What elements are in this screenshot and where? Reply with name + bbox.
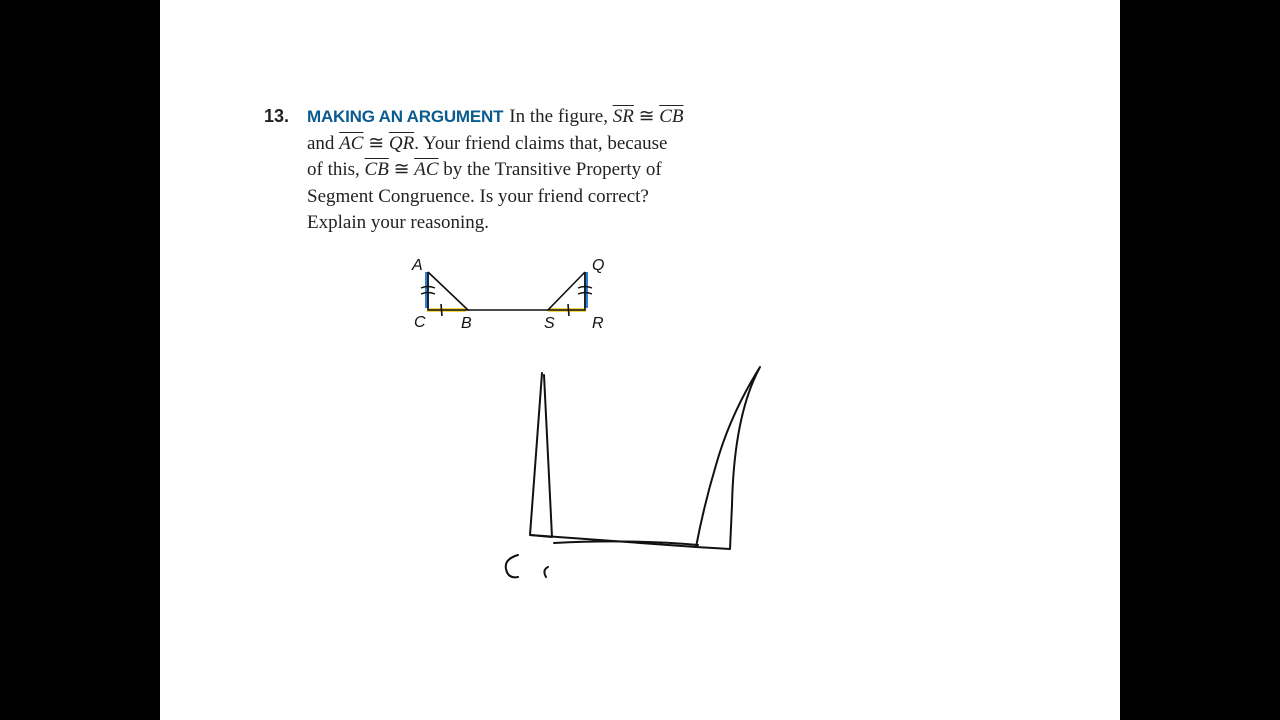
segment-cb: $\overline{CB}$ <box>659 106 684 127</box>
single-tick-cb <box>441 304 442 316</box>
segment-qr: $\overline{QR}$ <box>388 132 415 154</box>
single-tick-sr <box>568 304 569 316</box>
text-run: by the Transitive Property of <box>438 159 662 180</box>
triangle-figure <box>400 250 620 340</box>
sketch-base-line <box>554 541 698 545</box>
text-run: and <box>307 132 340 154</box>
left-triangle <box>428 272 468 310</box>
label-r: R <box>592 315 604 332</box>
exercise-number: 13. <box>264 106 290 126</box>
text-run: ≅ <box>363 132 389 154</box>
text-run: of this, <box>307 159 365 180</box>
label-b: B <box>461 315 472 332</box>
document-page <box>160 0 1120 720</box>
text-run: ≅ <box>633 106 660 127</box>
right-triangle <box>548 272 585 310</box>
label-a: A <box>412 257 423 274</box>
text-run: . Your friend claims that, because <box>414 132 668 154</box>
label-s: S <box>544 315 555 332</box>
text-line-1 <box>307 104 747 131</box>
segment-sr: $\overline{SR}$ <box>612 106 634 127</box>
segment-cb: $\overline{CB}$ <box>364 159 389 180</box>
sketch-left-triangle <box>530 373 552 537</box>
exercise-text <box>307 104 747 237</box>
label-q: Q <box>592 257 605 274</box>
text-line-5 <box>307 210 747 237</box>
text-line-2 <box>307 131 747 158</box>
sketch-right-triangle <box>530 367 760 549</box>
text-run: In the figure, <box>509 106 613 127</box>
text-line-4 <box>307 184 747 211</box>
sketch-letter-c <box>506 555 518 577</box>
text-run: Segment Congruence. Is your friend correct? <box>307 185 649 207</box>
text-run: ≅ <box>388 159 415 180</box>
segment-ac: $\overline{AC}$ <box>414 159 439 180</box>
handwritten-sketch <box>490 355 770 595</box>
sketch-letter-c-small <box>544 567 548 577</box>
text-line-3 <box>307 157 747 184</box>
segment-ac: $\overline{AC}$ <box>339 132 364 154</box>
text-run: Explain your reasoning. <box>307 212 490 233</box>
label-c: C <box>414 314 426 331</box>
exercise-heading: MAKING AN ARGUMENT <box>307 107 504 126</box>
